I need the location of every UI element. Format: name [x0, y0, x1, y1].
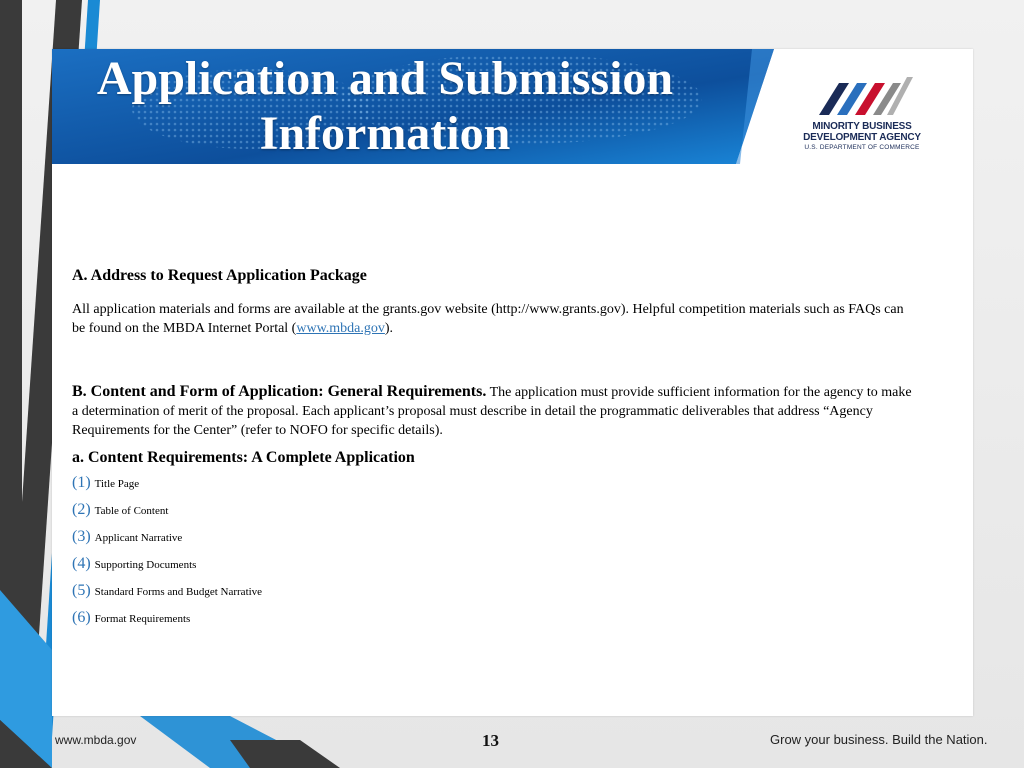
list-item — [72, 581, 912, 608]
section-a-body — [72, 300, 912, 338]
section-b-body: The application must provide sufficient information for the agency to make a determination of merit of the proposal. Each applicant’s proposal must describe in detail the programmatic deliverables that address “Agency Requirements for the Center” (refer to NOFO for specific details). — [72, 385, 912, 438]
item-label: Table of Content — [94, 505, 169, 517]
list-item — [72, 554, 912, 581]
section-b-paragraph — [72, 382, 912, 440]
slide-content-area — [52, 49, 973, 716]
section-a-heading: A. Address to Request Application Package — [72, 267, 367, 284]
item-number: (6) — [72, 609, 91, 626]
title-line-1: Application and Submission — [96, 52, 674, 105]
logo-line-3: U.S. DEPARTMENT OF COMMERCE — [804, 144, 920, 151]
item-number: (3) — [72, 528, 91, 545]
section-b-heading: B. Content and Form of Application: General Requirements. — [72, 383, 487, 400]
requirements-list — [72, 473, 912, 635]
list-item — [72, 473, 912, 500]
item-label: Format Requirements — [94, 613, 191, 625]
section-a-text: All application materials and forms are available at the grants.gov website (http://www.grants.gov). Helpful competition materials such as FAQs can be found on the MBDA Internet Portal ( — [72, 302, 904, 336]
item-label: Standard Forms and Budget Narrative — [94, 586, 263, 598]
item-label: Applicant Narrative — [94, 532, 183, 544]
item-label: Title Page — [94, 478, 140, 490]
mbda-logo-text — [787, 121, 937, 152]
section-a-text-end: ). — [384, 321, 394, 336]
mbda-link[interactable]: www.mbda.gov — [296, 321, 385, 336]
title-line-2: Information — [259, 107, 511, 160]
logo-line-2: DEVELOPMENT AGENCY — [803, 132, 921, 143]
item-label: Supporting Documents — [94, 559, 197, 571]
list-item — [72, 608, 912, 635]
item-number: (2) — [72, 501, 91, 518]
list-item — [72, 527, 912, 554]
footer-url[interactable]: www.mbda.gov — [55, 733, 137, 747]
page-number: 13 — [482, 731, 499, 750]
list-item — [72, 500, 912, 527]
item-number: (5) — [72, 582, 91, 599]
page-title — [60, 51, 710, 161]
item-number: (1) — [72, 474, 91, 491]
footer-tagline: Grow your business. Build the Nation. — [770, 732, 988, 747]
logo-line-1: MINORITY BUSINESS — [812, 121, 912, 132]
content-requirements-heading: a. Content Requirements: A Complete Application — [72, 449, 415, 466]
item-number: (4) — [72, 555, 91, 572]
slide-body — [72, 267, 912, 635]
